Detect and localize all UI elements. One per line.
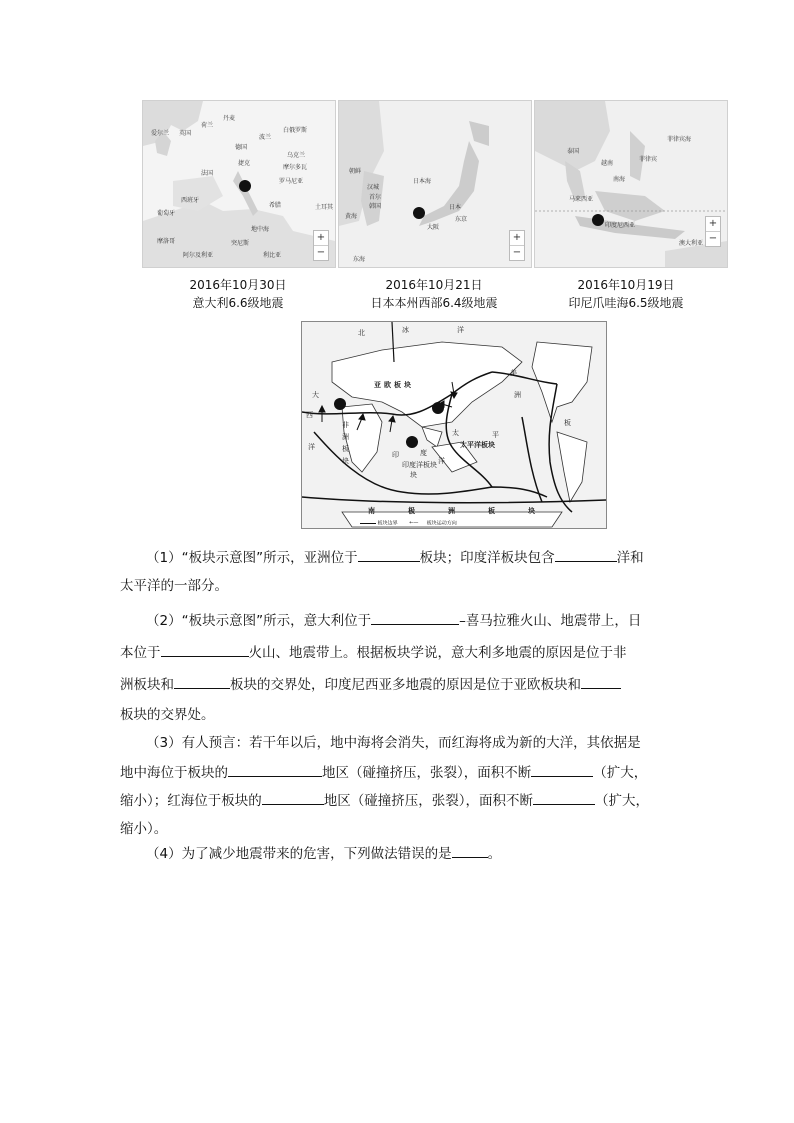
zoom-out-button[interactable]: − [708,233,718,244]
map-label: 韩国 [369,203,382,210]
zoom-in-button[interactable]: + [510,231,524,246]
map-label: 汉城 [367,184,380,191]
map-label: 波兰 [259,134,272,141]
plate-label: 亚欧板块 [374,381,414,389]
caption-indonesia [536,276,716,312]
map-text: 北 [358,329,365,337]
answer-blank[interactable] [262,792,324,805]
caption-japan [344,276,524,312]
map-text: 西 [306,411,313,419]
map-label: 罗马尼亚 [279,178,304,185]
plate-label: 非 [342,421,349,429]
map-text: 平 [492,431,499,439]
zoom-in-button[interactable]: + [314,231,328,246]
plate-label: 南 [368,507,375,515]
zoom-out-button[interactable]: − [316,247,326,258]
map-label: 摩洛哥 [157,238,176,245]
legend-boundary: 板块边界 [377,520,398,527]
map-label: 大阪 [427,224,440,231]
legend-arrow: 板块运动方向 [426,520,457,527]
map-text: 度 [420,449,427,457]
map-label: 英国 [179,130,192,137]
map-label: 摩尔多瓦 [283,164,308,171]
caption-title: 印尼爪哇海6.5级地震 [568,296,684,310]
zoom-control [313,230,329,261]
answer-blank[interactable] [581,676,621,689]
earthquake-marker-indonesia [406,436,418,448]
map-indonesia [534,100,728,268]
caption-italy [148,276,328,312]
map-label: 泰国 [567,148,580,155]
earthquake-marker-japan [432,402,444,414]
map-text: 美 [510,369,517,377]
map-label: 首尔 [369,194,382,201]
answer-blank[interactable] [531,764,593,777]
map-label: 澳大利亚 [679,240,704,247]
map-label: 阿尔及利亚 [183,252,214,259]
plate-label: 块 [410,471,417,479]
zoom-in-button[interactable]: + [706,217,720,232]
caption-title: 日本本州西部6.4级地震 [370,296,498,310]
answer-blank[interactable] [358,549,420,562]
map-italy [142,100,336,268]
answer-blank[interactable] [174,676,230,689]
map-text: 大 [312,391,319,399]
map-label: 印度尼西亚 [605,222,636,229]
question-1: （1）“板块示意图”所示，亚洲位于 板块；印度洋板块包含 洋和 太平洋的一部分。 [120,550,644,594]
map-legend: 板块边界 ←— 板块运动方向 [360,520,457,527]
map-label: 地中海 [251,226,270,233]
map-label: 越南 [601,160,614,167]
plate-label: 块 [342,457,349,465]
map-label: 法国 [201,170,214,177]
caption-date: 2016年10月30日 [189,278,287,292]
map-label: 德国 [235,144,248,151]
plate-label: 太平洋板块 [460,441,495,449]
plate-label: 洲 [342,433,349,441]
map-label: 乌克兰 [287,152,306,159]
plate-label: 极 [408,507,415,515]
map-label: 爱尔兰 [151,130,170,137]
caption-title: 意大利6.6级地震 [192,296,284,310]
map-label: 日本海 [413,178,432,185]
map-label: 朝鲜 [349,168,362,175]
plate-label: 板 [342,445,349,453]
earthquake-marker-italy [334,398,346,410]
zoom-control [509,230,525,261]
map-text: 洲 [514,391,521,399]
earthquake-marker [239,180,251,192]
map-label: 突尼斯 [231,240,250,247]
map-label: 马来西亚 [569,196,594,203]
answer-blank[interactable] [533,792,595,805]
map-label: 南海 [613,176,626,183]
map-text: 冰 [402,326,409,334]
map-label: 白俄罗斯 [283,127,308,134]
map-label: 西班牙 [181,197,200,204]
question-2: （2）“板块示意图”所示，意大利位于 –喜马拉雅火山、地震带上，日 本位于 火山、地震带上。根据板块学说，意大利多地震的原因是位于非 洲板块和 板块的交界处，印度尼西亚多地震的原因是位于亚欧板块和 板块的交界处。 [120,613,642,723]
answer-blank[interactable] [228,764,322,777]
map-label: 丹麦 [223,115,236,122]
map-label: 东京 [455,216,468,223]
plate-label: 块 [528,507,535,515]
map-label: 菲律宾 [639,156,658,163]
map-label: 利比亚 [263,252,282,259]
zoom-control [705,216,721,247]
map-text: 洋 [457,326,464,334]
map-label: 捷克 [238,160,251,167]
map-label: 荷兰 [201,122,214,129]
zoom-out-button[interactable]: − [512,247,522,258]
plate-label: 板 [564,419,571,427]
caption-date: 2016年10月21日 [385,278,483,292]
map-label: 希腊 [269,202,282,209]
plate-map [301,321,607,529]
answer-blank[interactable] [371,612,459,625]
map-label: 菲律宾海 [667,136,692,143]
map-text: 洋 [308,443,315,451]
answer-blank[interactable] [555,549,617,562]
map-label: 土耳其 [315,204,334,211]
plate-label: 洲 [448,507,455,515]
map-text: 太 [452,429,459,437]
map-japan [338,100,532,268]
map-label: 日本 [449,204,462,211]
map-text: 印 [392,451,399,459]
map-label: 东海 [353,256,366,263]
answer-blank[interactable] [161,644,249,657]
map-label: 黄海 [345,213,358,220]
plate-label: 板 [488,507,495,515]
question-4: （4）为了减少地震带来的危害，下列做法错误的是 。 [146,846,502,862]
answer-blank[interactable] [452,845,488,858]
map-label: 葡萄牙 [157,210,176,217]
plate-label: 印度洋板块 [402,461,437,469]
question-3: （3）有人预言：若干年以后，地中海将会消失，而红海将成为新的大洋，其依据是 地中海位于板块的 地区（碰撞挤压，张裂），面积不断 （扩大， 缩小）；红海位于板块的 地区（碰撞挤压，张裂），面积不断 （扩大， 缩小）。 [120,735,649,837]
earthquake-marker [413,207,425,219]
map-text: 洋 [438,457,445,465]
caption-date: 2016年10月19日 [577,278,675,292]
earthquake-marker [592,214,604,226]
